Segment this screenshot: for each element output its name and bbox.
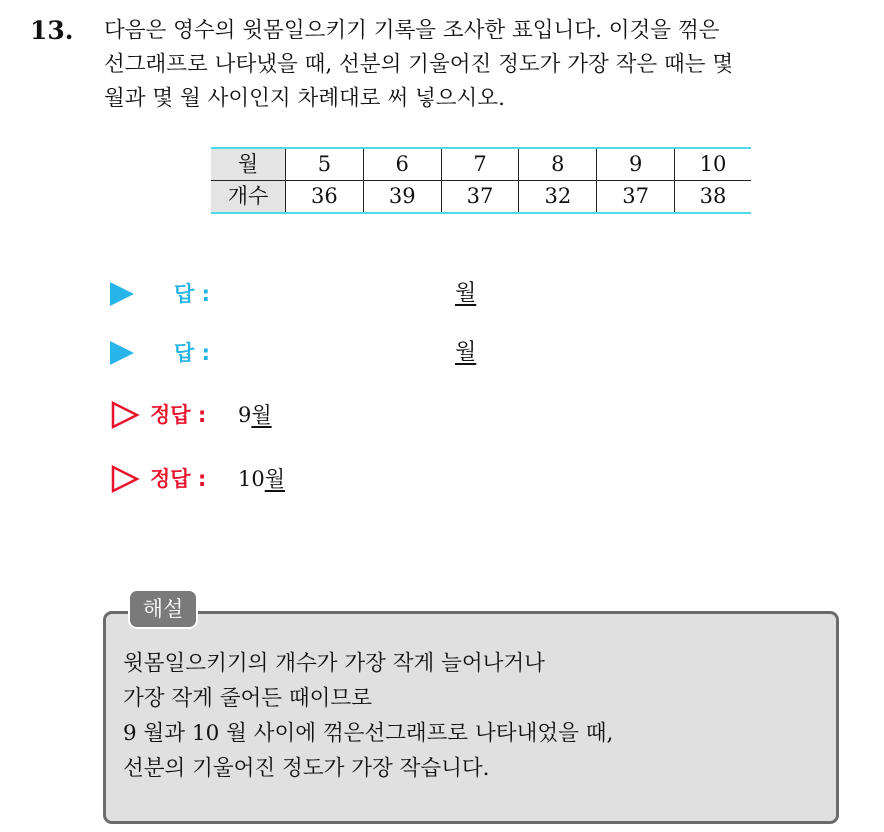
play-filled-icon (110, 341, 134, 365)
count-cell: 37 (441, 181, 519, 214)
correct-answer-row (110, 397, 610, 433)
answer-unit: 월 (455, 281, 477, 306)
month-cell: 9 (597, 148, 675, 181)
count-cell: 39 (363, 181, 441, 214)
row-header-count: 개수 (211, 181, 286, 214)
correct-answer-number: 10 (238, 467, 265, 491)
count-cell: 36 (286, 181, 364, 214)
play-outline-icon (110, 400, 140, 430)
count-cell: 32 (519, 181, 597, 214)
explanation-line: 선분의 기울어진 정도가 가장 작습니다. (123, 756, 490, 781)
answer-row (110, 335, 610, 371)
month-cell: 6 (363, 148, 441, 181)
correct-answer-label: 정답 : (150, 467, 207, 491)
correct-answer-number: 9 (238, 403, 252, 427)
play-filled-icon (110, 282, 134, 306)
answer-label: 답 : (174, 282, 210, 306)
explanation-line: 가장 작게 줄어든 때이므로 (123, 686, 372, 711)
question-line: 선그래프로 나타냈을 때, 선분의 기울어진 정도가 가장 작은 때는 몇 (104, 52, 734, 77)
question-line: 다음은 영수의 윗몸일으키기 기록을 조사한 표입니다. 이것을 꺾은 (104, 18, 720, 43)
answer-unit: 월 (455, 340, 477, 365)
correct-answer-unit: 월 (251, 403, 272, 427)
play-outline-icon (110, 464, 140, 494)
question-number: 13. (30, 16, 74, 45)
month-cell: 7 (441, 148, 519, 181)
count-cell: 38 (699, 184, 727, 208)
answer-label: 답 : (174, 341, 210, 365)
data-table (211, 147, 751, 214)
count-cell: 37 (597, 181, 675, 214)
explanation-text (123, 646, 823, 786)
correct-answer-label: 정답 : (150, 403, 207, 427)
explanation-line: 9 월과 10 월 사이에 꺾은선그래프로 나타내었을 때, (123, 721, 614, 746)
correct-answer-value (238, 461, 285, 497)
answer-row (110, 276, 610, 312)
table-row-counts (211, 181, 751, 214)
question-line: 월과 몇 월 사이인지 차례대로 써 넣으시오. (104, 86, 505, 111)
table-row-months (211, 148, 751, 181)
correct-answer-row (110, 461, 610, 497)
correct-answer-value (238, 397, 272, 433)
month-cell: 10 (675, 148, 751, 181)
explanation-title: 해설 (128, 589, 198, 629)
explanation-line: 윗몸일으키기의 개수가 가장 작게 늘어나거나 (123, 651, 545, 676)
month-cell: 8 (519, 148, 597, 181)
correct-answer-unit: 월 (264, 467, 286, 491)
row-header-month: 월 (211, 148, 286, 181)
month-cell: 5 (286, 148, 364, 181)
question-text (104, 14, 864, 116)
